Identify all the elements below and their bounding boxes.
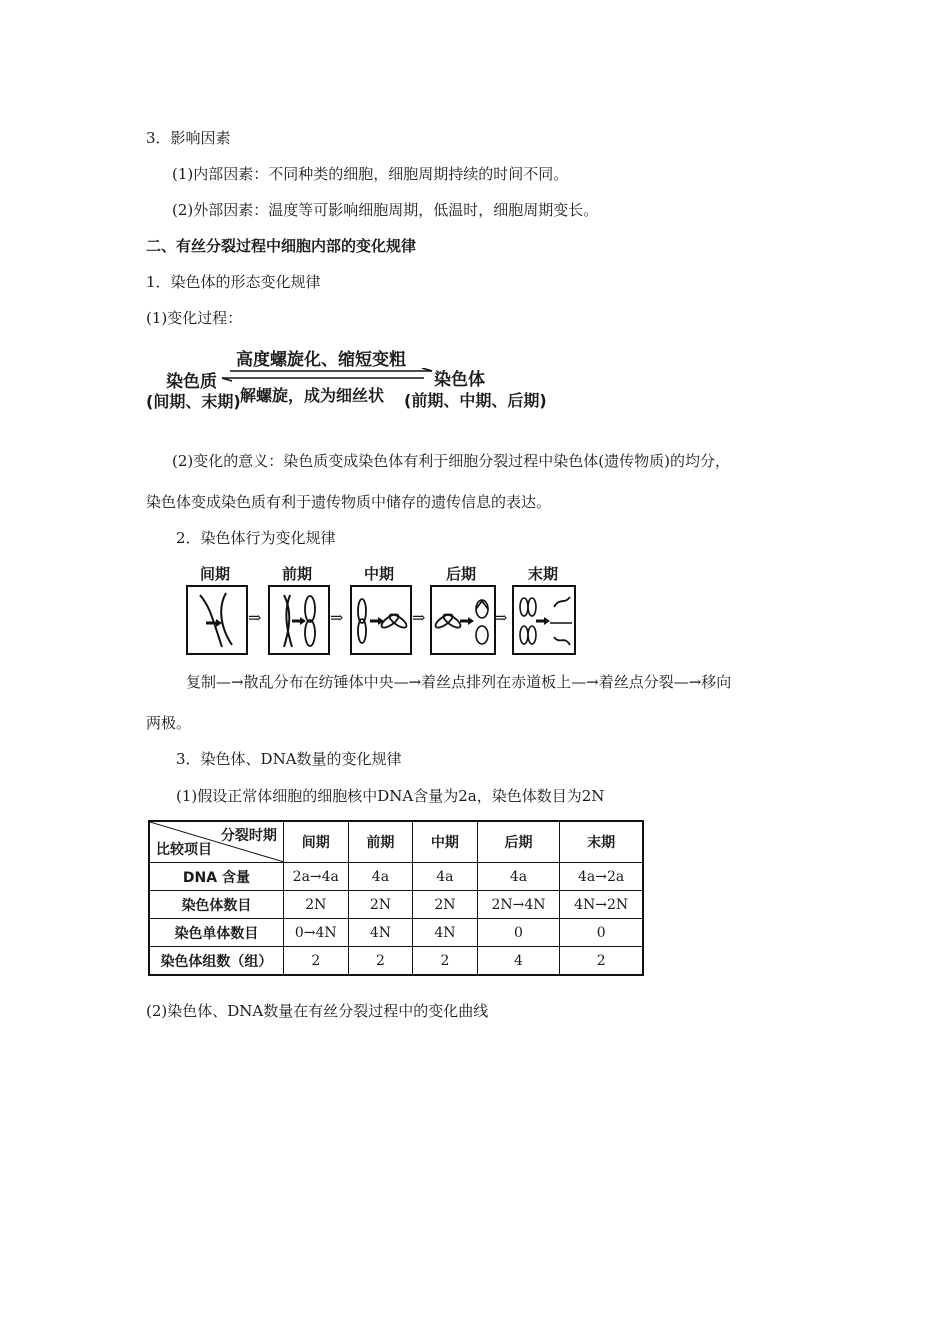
external-factor-text: (2)外部因素：温度等可影响细胞周期，低温时，细胞周期变长。 bbox=[172, 201, 599, 219]
table-cell: 0 bbox=[560, 919, 643, 947]
table-cell: 4N→2N bbox=[560, 891, 643, 919]
table-cell: 2 bbox=[413, 947, 477, 976]
arrow-4: ⇒ bbox=[494, 608, 508, 627]
subheading-behavior: 2．染色体行为变化规律 bbox=[176, 529, 336, 547]
table-cell: 2N bbox=[348, 891, 412, 919]
arrow-bottom-label: 解螺旋，成为细丝状 bbox=[240, 386, 385, 405]
chromosome-label: 染色体 bbox=[434, 370, 485, 390]
corner-bottom-label: 比较项目 bbox=[156, 842, 212, 858]
phase-label-prophase: 前期 bbox=[282, 565, 313, 583]
meaning-text-line2: 染色体变成染色质有利于遗传物质中储存的遗传信息的表达。 bbox=[146, 493, 552, 511]
arrow-3: ⇒ bbox=[412, 608, 426, 627]
prophase-box bbox=[268, 585, 330, 655]
row-label: DNA 含量 bbox=[149, 863, 283, 891]
table-cell: 4N bbox=[413, 919, 477, 947]
table-header-row bbox=[149, 821, 643, 863]
chromosome-phases-label: (前期、中期、后期) bbox=[404, 391, 547, 410]
internal-factor-text: (1)内部因素：不同种类的细胞，细胞周期持续的时间不同。 bbox=[172, 165, 569, 183]
arrow-1: ⇒ bbox=[248, 608, 262, 627]
subheading-quantity: 3．染色体、DNA数量的变化规律 bbox=[176, 750, 402, 768]
table-row bbox=[149, 863, 643, 891]
chromatin-phases-label: (间期、末期) bbox=[146, 392, 241, 411]
telophase-chromosome-icon bbox=[514, 587, 574, 653]
interphase-chromosome-icon bbox=[188, 587, 246, 653]
phase-label-interphase: 间期 bbox=[200, 565, 231, 583]
table-cell: 2 bbox=[283, 947, 348, 976]
table-cell: 4a bbox=[477, 863, 560, 891]
table-cell: 2 bbox=[348, 947, 412, 976]
table-corner-cell bbox=[149, 821, 283, 863]
anaphase-box bbox=[430, 585, 496, 655]
table-cell: 4N bbox=[348, 919, 412, 947]
change-process-label: (1)变化过程： bbox=[146, 309, 243, 327]
table-row bbox=[149, 919, 643, 947]
column-header: 中期 bbox=[413, 821, 477, 863]
section-heading-factors: 3．影响因素 bbox=[146, 129, 231, 147]
table-cell: 2 bbox=[560, 947, 643, 976]
dna-chromosome-table bbox=[148, 820, 644, 976]
arrow-2: ⇒ bbox=[330, 608, 344, 627]
table-cell: 2a→4a bbox=[283, 863, 348, 891]
chromatin-label: 染色质 bbox=[166, 372, 217, 392]
phase-label-metaphase: 中期 bbox=[364, 565, 395, 583]
table-cell: 2N bbox=[283, 891, 348, 919]
table-cell: 2N bbox=[413, 891, 477, 919]
behavior-text-line1: 复制—→散乱分布在纺锤体中央—→着丝点排列在赤道板上—→着丝点分裂—→移向 bbox=[186, 673, 732, 691]
column-header: 末期 bbox=[560, 821, 643, 863]
row-label: 染色单体数目 bbox=[149, 919, 283, 947]
row-label: 染色体数目 bbox=[149, 891, 283, 919]
table-cell: 0 bbox=[477, 919, 560, 947]
table-cell: 0→4N bbox=[283, 919, 348, 947]
section-title-mitosis: 二、有丝分裂过程中细胞内部的变化规律 bbox=[146, 237, 417, 255]
column-header: 间期 bbox=[283, 821, 348, 863]
phase-label-anaphase: 后期 bbox=[446, 565, 477, 583]
arrow-top-label: 高度螺旋化、缩短变粗 bbox=[236, 350, 406, 370]
subheading-morphology: 1．染色体的形态变化规律 bbox=[146, 273, 321, 291]
interphase-box bbox=[186, 585, 248, 655]
table-cell: 4a bbox=[413, 863, 477, 891]
column-header: 后期 bbox=[477, 821, 560, 863]
row-label: 染色体组数（组） bbox=[149, 947, 283, 976]
table-row bbox=[149, 891, 643, 919]
prophase-chromosome-icon bbox=[270, 587, 328, 653]
table-cell: 4a→2a bbox=[560, 863, 643, 891]
behavior-text-line2: 两极。 bbox=[146, 714, 192, 732]
table-row bbox=[149, 947, 643, 976]
meaning-text-line1: (2)变化的意义：染色质变成染色体有利于细胞分裂过程中染色体(遗传物质)的均分， bbox=[172, 452, 730, 470]
anaphase-chromosome-icon bbox=[432, 587, 494, 653]
table-cell: 4a bbox=[348, 863, 412, 891]
metaphase-box bbox=[350, 585, 412, 655]
corner-top-label: 分裂时期 bbox=[220, 828, 277, 844]
reversible-arrow bbox=[218, 368, 436, 382]
table-cell: 4 bbox=[477, 947, 560, 976]
curve-caption: (2)染色体、DNA数量在有丝分裂过程中的变化曲线 bbox=[146, 1002, 489, 1020]
phase-label-telophase: 末期 bbox=[528, 565, 559, 583]
metaphase-chromosome-icon bbox=[352, 587, 410, 653]
assumption-text: (1)假设正常体细胞的细胞核中DNA含量为2a，染色体数目为2N bbox=[176, 787, 605, 805]
telophase-box bbox=[512, 585, 576, 655]
table-cell: 2N→4N bbox=[477, 891, 560, 919]
column-header: 前期 bbox=[348, 821, 412, 863]
